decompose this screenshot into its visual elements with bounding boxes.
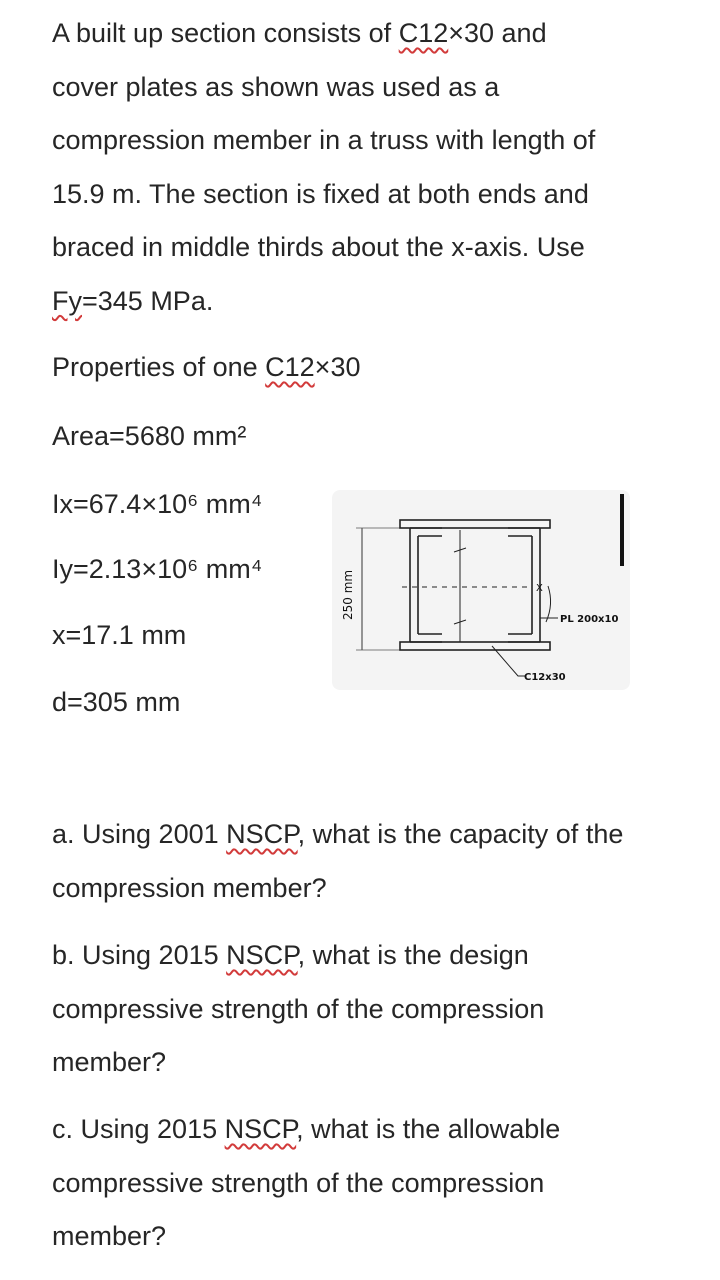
property-iy: Iy=2.13×10⁶ mm⁴ <box>52 554 263 584</box>
problem-line: braced in middle thirds about the x-axis. Use <box>52 232 585 262</box>
problem-line: 15.9 m. The section is fixed at both ends and <box>52 178 589 209</box>
top-cover-plate <box>400 520 550 528</box>
question-line: compressive strength of the compression <box>52 993 545 1024</box>
spellcheck-word: C12 <box>265 352 315 382</box>
problem-line: Fy=345 MPa. <box>52 285 214 316</box>
edge-mark <box>620 494 624 566</box>
axis-label: X <box>536 583 543 594</box>
dimension-label: 250 mm <box>341 569 355 620</box>
plate-label: PL 200x10 <box>560 614 619 625</box>
properties-heading: Properties of one C12×30 <box>52 352 361 382</box>
spellcheck-word: NSCP <box>226 940 298 970</box>
question-line: member? <box>52 1221 167 1251</box>
section-diagram <box>332 490 630 690</box>
question-line: b. Using 2015 NSCP, what is the design <box>52 940 529 970</box>
question-line: member? <box>52 1047 167 1077</box>
problem-line: cover plates as shown was used as a <box>52 71 500 102</box>
left-channel <box>410 528 442 642</box>
section-diagram-svg <box>332 490 630 690</box>
spellcheck-word: NSCP <box>226 819 298 849</box>
problem-statement <box>52 7 682 328</box>
property-x: x=17.1 mm <box>52 620 187 650</box>
property-d: d=305 mm <box>52 687 181 717</box>
channel-label: C12x30 <box>524 672 566 683</box>
problem-line: A built up section consists of C12×30 and <box>52 18 547 48</box>
question-line: compressive strength of the compression <box>52 1167 545 1198</box>
problem-line: compression member in a truss with length of <box>52 125 596 155</box>
property-area: Area=5680 mm² <box>52 421 247 451</box>
spellcheck-word: C12 <box>398 18 449 48</box>
bottom-cover-plate <box>400 642 550 650</box>
question-line: a. Using 2001 NSCP, what is the capacity of the <box>52 819 624 849</box>
property-ix: Ix=67.4×10⁶ mm⁴ <box>52 489 263 519</box>
question-line: compression member? <box>52 872 327 903</box>
question-c <box>52 1103 682 1264</box>
question-line: c. Using 2015 NSCP, what is the allowable <box>52 1114 561 1144</box>
spellcheck-word: Fy <box>52 285 82 316</box>
question-a <box>52 808 682 915</box>
question-b <box>52 929 682 1090</box>
spellcheck-word: NSCP <box>224 1114 297 1144</box>
